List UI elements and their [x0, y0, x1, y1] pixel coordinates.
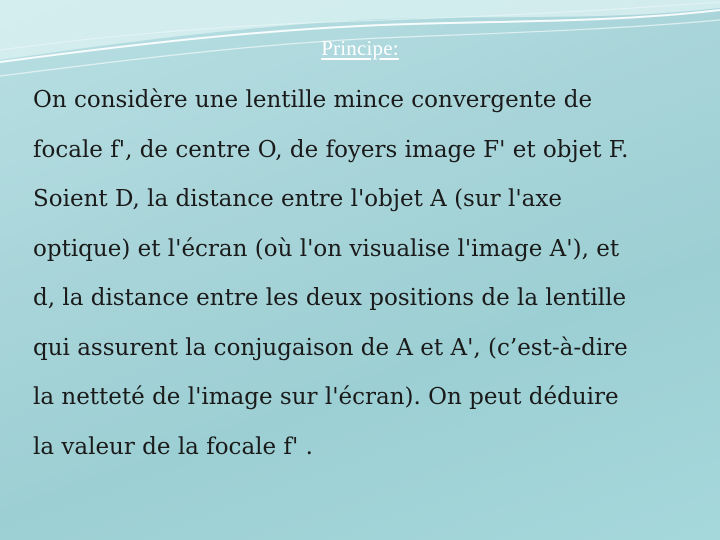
body-paragraph [33, 76, 683, 472]
text-line: optique) et l'écran (où l'on visualise l'image A'), et [33, 235, 620, 262]
text-line: focale f', de centre O, de foyers image F' et objet F. [33, 136, 629, 163]
text-line: la netteté de l'image sur l'écran). On peut déduire [33, 384, 619, 410]
text-line: qui assurent la conjugaison de A et A', (c’est-à-dire [33, 334, 628, 361]
text-line: Soient D, la distance entre l'objet A (sur l'axe [33, 186, 562, 212]
text-line: d, la distance entre les deux positions de la lentille [33, 285, 627, 311]
text-line: la valeur de la focale f' . [33, 433, 313, 460]
text-line: On considère une lentille mince convergente de [33, 87, 593, 113]
slide-title: Principe: [321, 36, 399, 60]
